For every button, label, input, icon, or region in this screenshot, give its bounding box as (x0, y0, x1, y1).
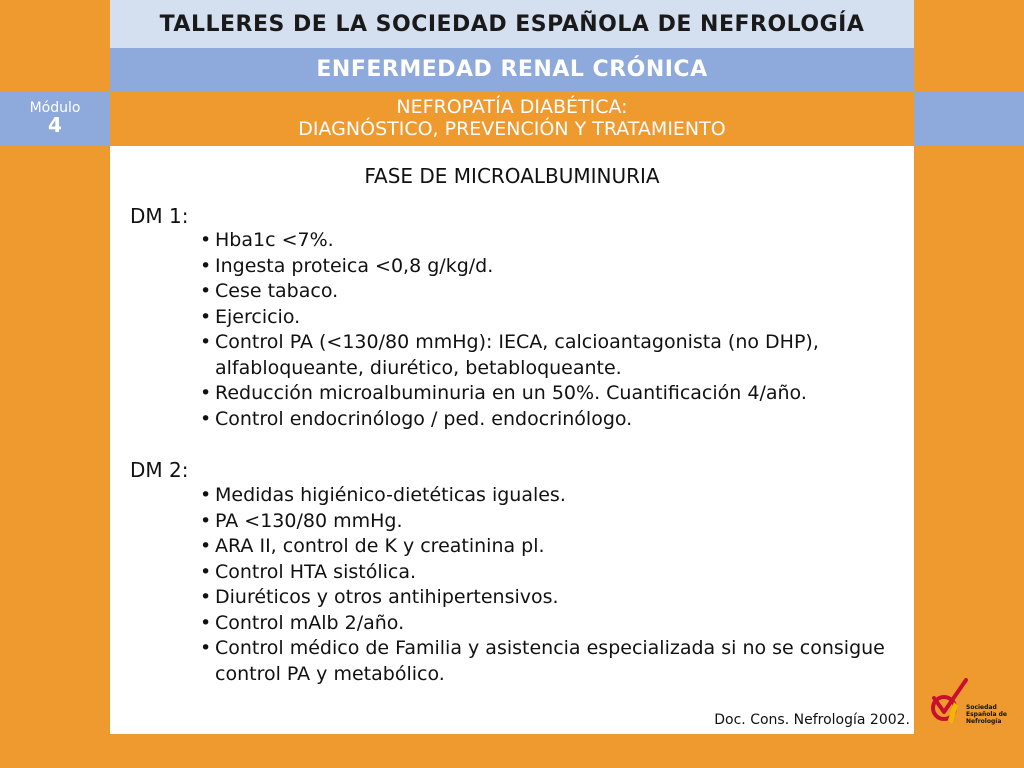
list-item: • Diuréticos y otros antihipertensivos. (200, 585, 900, 611)
module-label: Módulo (29, 99, 81, 116)
dm2-list (200, 483, 900, 687)
list-item: • Ingesta proteica <0,8 g/kg/d. (200, 254, 900, 280)
list-item: • Cese tabaco. (200, 279, 900, 305)
list-item: • Reducción microalbuminuria en un 50%. Cuantificación 4/año. (200, 381, 900, 407)
header-title-text: TALLERES DE LA SOCIEDAD ESPAÑOLA DE NEFROLOGÍA (159, 11, 865, 37)
topic-line-1: NEFROPATÍA DIABÉTICA: (396, 96, 628, 119)
module-number: 4 (48, 113, 62, 138)
dm1-list (200, 228, 900, 432)
dm1-heading: DM 1: (130, 204, 189, 228)
list-item: • PA <130/80 mmHg. (200, 509, 900, 535)
header-title (110, 0, 914, 48)
section-title: FASE DE MICROALBUMINURIA (364, 164, 660, 188)
topic-banner (110, 91, 914, 146)
logo-line-3: Nefrología (966, 718, 1002, 725)
society-logo (928, 676, 1018, 736)
content-panel (110, 146, 914, 734)
logo-text (966, 704, 1018, 725)
list-item: • Medidas higiénico-dietéticas iguales. (200, 483, 900, 509)
topic-line-2: DIAGNÓSTICO, PREVENCIÓN Y TRATAMIENTO (298, 117, 726, 140)
list-item: • Control endocrinólogo / ped. endocrinólogo. (200, 407, 900, 433)
list-item: • ARA II, control de K y creatinina pl. (200, 534, 900, 560)
list-item: • Control médico de Familia y asistencia especializada si no se consigue control PA y metabólico. (200, 636, 900, 687)
logo-line-1: Sociedad (966, 704, 997, 711)
checkmark-logo-icon (928, 676, 968, 726)
list-item: • Hba1c <7%. (200, 228, 900, 254)
dm2-heading: DM 2: (130, 458, 189, 482)
right-decorative-tab (914, 91, 1024, 146)
list-item: • Control PA (<130/80 mmHg): IECA, calcioantagonista (no DHP), alfabloqueante, diurético, betabloqueante. (200, 330, 900, 381)
module-badge (0, 91, 110, 146)
header-subtitle (110, 48, 914, 91)
list-item: • Control mAlb 2/año. (200, 611, 900, 637)
header-subtitle-text: ENFERMEDAD RENAL CRÓNICA (316, 57, 708, 82)
logo-line-2: Española de (966, 711, 1007, 718)
list-item: • Control HTA sistólica. (200, 560, 900, 586)
reference-citation: Doc. Cons. Nefrología 2002. (714, 712, 910, 728)
list-item: • Ejercicio. (200, 305, 900, 331)
